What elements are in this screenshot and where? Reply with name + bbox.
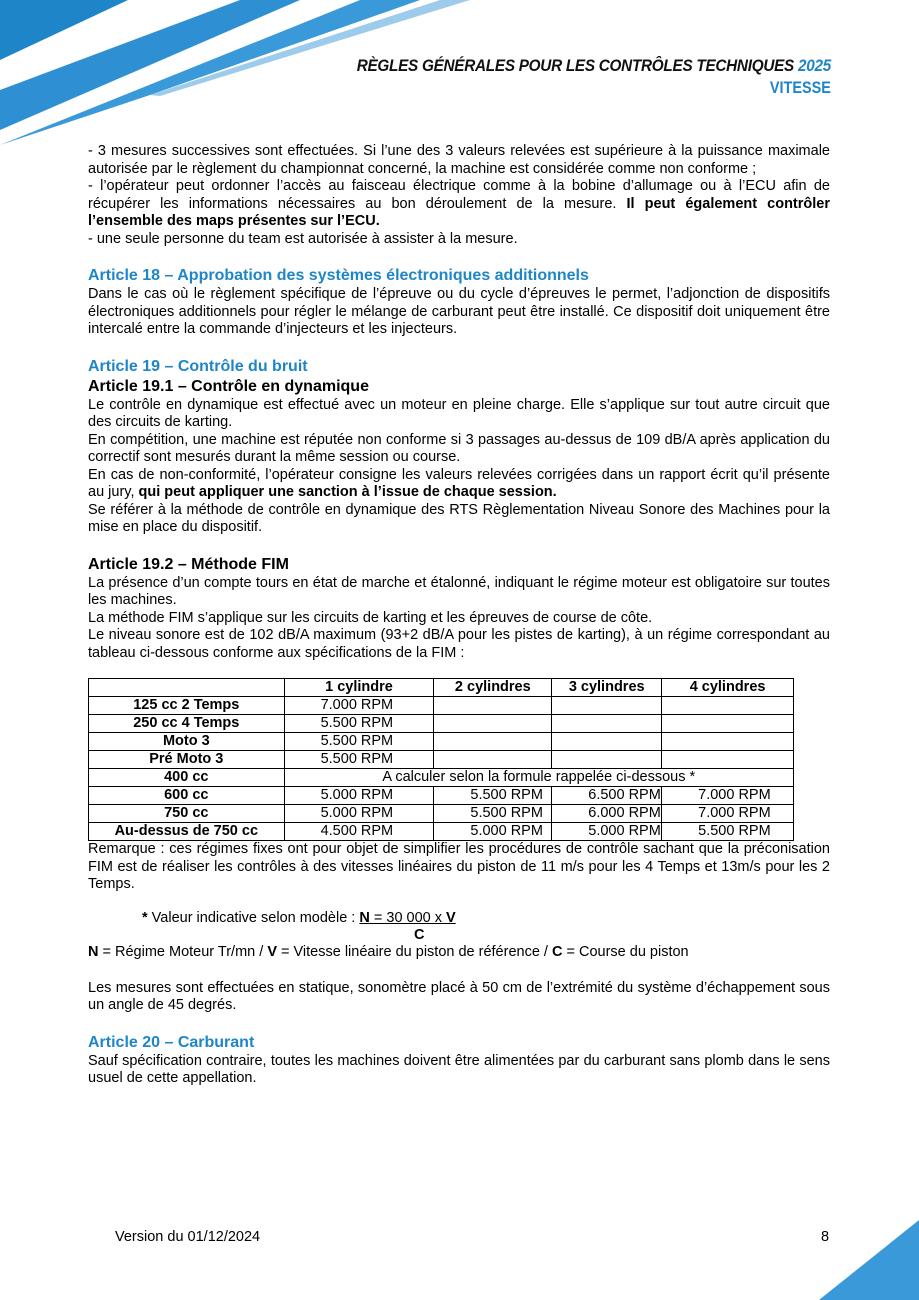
table-row (89, 733, 794, 751)
legend-n-text: = Régime Moteur Tr/mn / (98, 944, 268, 960)
legend-v: V (267, 944, 277, 960)
formula-eq: = 30 000 x (369, 909, 447, 926)
article-20-heading: Article 20 – Carburant (88, 1033, 255, 1051)
table-row-label: Au-dessus de 750 cc (89, 823, 285, 841)
table-cell: 5.500 RPM (284, 715, 434, 733)
table-cell: 5.500 RPM (434, 787, 552, 805)
table-header-cell: 3 cylindres (552, 679, 662, 697)
table-row (89, 715, 794, 733)
table-row-label: Pré Moto 3 (89, 751, 285, 769)
table-cell (662, 697, 794, 715)
article-19-1-p3-text: En cas de non-conformité, l’opérateur consigne les valeurs relevées corrigées dans un rapport écrit qu’il présente au jury, (88, 466, 830, 500)
table-cell: 5.000 RPM (552, 823, 662, 841)
table-header-cell: 4 cylindres (662, 679, 794, 697)
article-19-2-heading: Article 19.2 – Méthode FIM (88, 555, 289, 573)
article-19-heading: Article 19 – Contrôle du bruit (88, 357, 308, 375)
footer-version: Version du 01/12/2024 (115, 1229, 261, 1245)
intro-paragraph-1: - 3 mesures successives sont effectuées. Si l’une des 3 valeurs relevées est supérieure à la puissance maximale autorisée par le règlement du championnat concerné, la machine est considérée comme non conforme ; (88, 143, 830, 177)
article-19-1-heading: Article 19.1 – Contrôle en dynamique (88, 377, 369, 395)
table-row-label: 750 cc (89, 805, 285, 823)
article-19-2-p2: La méthode FIM s’applique sur les circuits de karting et les épreuves de course de côte. (88, 609, 653, 626)
table-cell: 5.000 RPM (434, 823, 552, 841)
table-cell (434, 751, 552, 769)
header-title (357, 56, 831, 76)
table-cell (434, 715, 552, 733)
table-cell (552, 751, 662, 769)
table-header-row (89, 679, 794, 697)
table-cell (662, 715, 794, 733)
table-cell: 5.000 RPM (284, 805, 434, 823)
table-cell: 4.500 RPM (284, 823, 434, 841)
table-row (89, 823, 794, 841)
document-body (88, 143, 830, 1088)
table-row (89, 751, 794, 769)
table-row-label: Moto 3 (89, 733, 285, 751)
article-19-1-p1: Le contrôle en dynamique est effectué avec un moteur en pleine charge. Elle s’applique sur tout autre circuit que des circuits de karting. (88, 396, 830, 430)
page-header (304, 56, 831, 100)
table-cell: 7.000 RPM (662, 805, 794, 823)
table-cell: 5.500 RPM (284, 751, 434, 769)
table-cell (434, 733, 552, 751)
formula-star: * (142, 909, 148, 926)
formula-lead: Valeur indicative selon modèle : (147, 909, 360, 926)
table-row-label: 400 cc (89, 769, 285, 787)
article-19-1-p3 (88, 467, 830, 502)
fim-rpm-table (88, 678, 794, 841)
legend-c-text: = Course du piston (562, 944, 689, 960)
header-title-text: RÈGLES GÉNÉRALES POUR LES CONTRÔLES TECHNIQUES (356, 56, 795, 75)
formula-line (142, 910, 830, 928)
rpm-formula (88, 910, 830, 945)
table-cell: 6.500 RPM (552, 787, 662, 805)
article-19-1-p2: En compétition, une machine est réputée non conforme si 3 passages au-dessus de 109 dB/A après application du correctif sont mesurés durant la même session ou course. (88, 431, 830, 465)
article-19-2-p3: Le niveau sonore est de 102 dB/A maximum (93+2 dB/A pour les pistes de karting), à un régime correspondant au tableau ci-dessous conforme aux spécifications de la FIM : (88, 627, 830, 661)
table-row-400cc (89, 769, 794, 787)
formula-denominator: C (414, 927, 425, 943)
table-header-cell: 2 cylindres (434, 679, 552, 697)
table-row-label: 600 cc (89, 787, 285, 805)
intro-p2-text: - l’opérateur peut ordonner l’accès au faisceau électrique comme à la bobine d’allumage ou à l’ECU afin de récupérer les informations nécessaires au bon déroulement de la mesure. (88, 178, 830, 212)
legend-c: C (551, 944, 563, 960)
table-cell: 5.000 RPM (284, 787, 434, 805)
article-20-text: Sauf spécification contraire, toutes les machines doivent être alimentées par du carburant sans plomb dans le sens usuel de cette appellation. (88, 1052, 830, 1086)
table-cell (552, 733, 662, 751)
table-cell: 5.500 RPM (434, 805, 552, 823)
table-cell (662, 751, 794, 769)
table-cell: 7.000 RPM (662, 787, 794, 805)
table-cell-formula-note: A calculer selon la formule rappelée ci-dessous * (284, 769, 793, 787)
table-cell: 5.500 RPM (284, 733, 434, 751)
formula-legend (88, 944, 830, 962)
table-cell (434, 697, 552, 715)
table-header-cell (89, 679, 285, 697)
legend-v-text: = Vitesse linéaire du piston de référence / (276, 944, 552, 960)
table-row (89, 697, 794, 715)
formula-n: N (359, 909, 370, 926)
table-remark: Remarque : ces régimes fixes ont pour objet de simplifier les procédures de contrôle sachant que la préconisation FIM est de réaliser les contrôles à des vitesses linéaires du piston de 11 m/s pour les 4 Temps et 13m/s pour les 2 Temps. (88, 841, 830, 892)
table-row-label: 250 cc 4 Temps (89, 715, 285, 733)
article-18-heading: Article 18 – Approbation des systèmes électroniques additionnels (88, 267, 589, 284)
measures-paragraph: Les mesures sont effectuées en statique, sonomètre placé à 50 cm de l’extrémité du système d’échappement sous un angle de 45 degrés. (88, 979, 830, 1013)
formula-v: V (446, 909, 456, 926)
table-cell: 7.000 RPM (284, 697, 434, 715)
table-header-cell: 1 cylindre (284, 679, 434, 697)
table-cell (552, 715, 662, 733)
footer-corner-decoration (819, 1220, 919, 1300)
article-19-1-p3-bold: qui peut appliquer une sanction à l’issue de chaque session. (138, 484, 557, 500)
article-19-2-p1: La présence d’un compte tours en état de marche et étalonné, indiquant le régime moteur est obligatoire sur toutes les machines. (88, 574, 830, 608)
table-row (89, 805, 794, 823)
table-row (89, 787, 794, 805)
intro-paragraph-2 (88, 178, 830, 231)
article-19-1-p4: Se référer à la méthode de contrôle en dynamique des RTS Règlementation Niveau Sonore des Machines pour la mise en place du dispositif. (88, 501, 830, 535)
table-cell (552, 697, 662, 715)
header-year: 2025 (798, 56, 831, 75)
article-18-text: Dans le cas où le règlement spécifique de l’épreuve ou du cycle d’épreuves le permet, l’adjonction de dispositifs électroniques additionnels pour régler le mélange de carburant peut être installé. Ce dispositif doit uniquement être intercalé entre la commande d’injecteurs et les injecteurs. (88, 286, 830, 337)
table-cell: 5.500 RPM (662, 823, 794, 841)
header-subtitle: VITESSE (769, 78, 831, 97)
intro-p2-bold: Il peut également contrôler l’ensemble des maps présentes sur l’ECU. (88, 195, 830, 229)
table-row-label: 125 cc 2 Temps (89, 697, 285, 715)
table-cell: 6.000 RPM (552, 805, 662, 823)
intro-paragraph-3: - une seule personne du team est autorisée à assister à la mesure. (88, 230, 518, 247)
legend-n: N (88, 944, 99, 960)
table-cell (662, 733, 794, 751)
page-number: 8 (821, 1229, 830, 1245)
